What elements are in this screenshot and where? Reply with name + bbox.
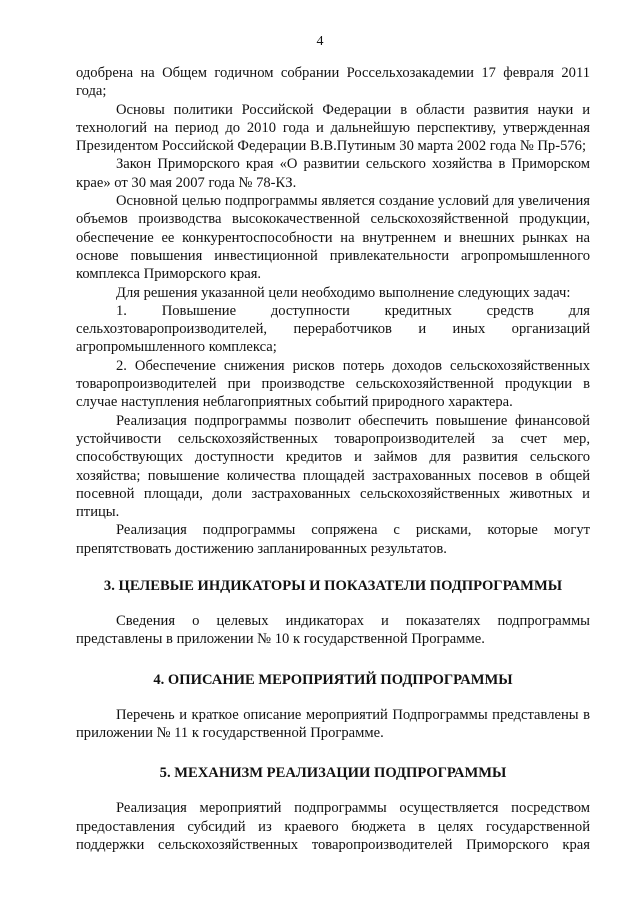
section-5-text: Реализация мероприятий подпрограммы осуществляется посредством предоставления субсидий из краевого бюджета в целях государственной поддержки сельскохозяйственных товаропроизводителей Приморского края	[76, 800, 590, 853]
paragraph-2: Основы политики Российской Федерации в области развития науки и технологий на период до 2010 года и дальнейшую перспективу, утвержденная Президентом Российской Федерации В.В.Путиным 30 марта 2002 года № Пр-576;	[76, 101, 590, 155]
document-body	[76, 64, 590, 854]
page-number: 4	[316, 34, 324, 49]
section-4-heading: 4. ОПИСАНИЕ МЕРОПРИЯТИЙ ПОДПРОГРАММЫ	[153, 671, 513, 688]
section-5-heading: 5. МЕХАНИЗМ РЕАЛИЗАЦИИ ПОДПРОГРАММЫ	[159, 765, 507, 782]
task-item-2: 2. Обеспечение снижения рисков потерь доходов сельскохозяйственных товаропроизводителей при производстве сельскохозяйственной продукции в случае наступления неблагоприятных событий природного характера.	[76, 357, 590, 411]
paragraph-1: одобрена на Общем годичном собрании Россельхозакадемии 17 февраля 2011 года;	[76, 65, 590, 100]
section-3-heading: 3. ЦЕЛЕВЫЕ ИНДИКАТОРЫ И ПОКАЗАТЕЛИ ПОДПРОГРАММЫ	[103, 578, 563, 595]
paragraph-9: Реализация подпрограммы сопряжена с рисками, которые могут препятствовать достижению запланированных результатов.	[76, 522, 590, 557]
paragraph-8: Реализация подпрограммы позволит обеспечить повышение финансовой устойчивости сельскохозяйственных товаропроизводителей за счет мер, способствующих доступности кредитов и займов для развития сельского хозяйства; повышение количества площадей застрахованных посевов в общей посевной площади, доли застрахованных сельскохозяйственных животных и птицы.	[76, 412, 590, 521]
task-item-1: 1. Повышение доступности кредитных средств для сельхозтоваропроизводителей, переработчиков и иных организаций агропромышленного комплекса;	[76, 302, 590, 356]
section-4-text: Перечень и краткое описание мероприятий Подпрограммы представлены в приложении № 11 к государственной Программе.	[76, 706, 590, 741]
section-3-text: Сведения о целевых индикаторах и показателях подпрограммы представлены в приложении № 10 к государственной Программе.	[76, 613, 590, 648]
paragraph-4: Основной целью подпрограммы является создание условий для увеличения объемов производства высококачественной сельскохозяйственной продукции, обеспечение ее конкурентоспособности на внутреннем и внешних рынках на основе повышения инвестиционной привлекательности агропромышленного комплекса Приморского края.	[76, 193, 590, 283]
paragraph-5: Для решения указанной цели необходимо выполнение следующих задач:	[116, 284, 571, 301]
paragraph-3: Закон Приморского края «О развитии сельского хозяйства в Приморском крае» от 30 мая 2007 года № 78-КЗ.	[76, 156, 590, 191]
